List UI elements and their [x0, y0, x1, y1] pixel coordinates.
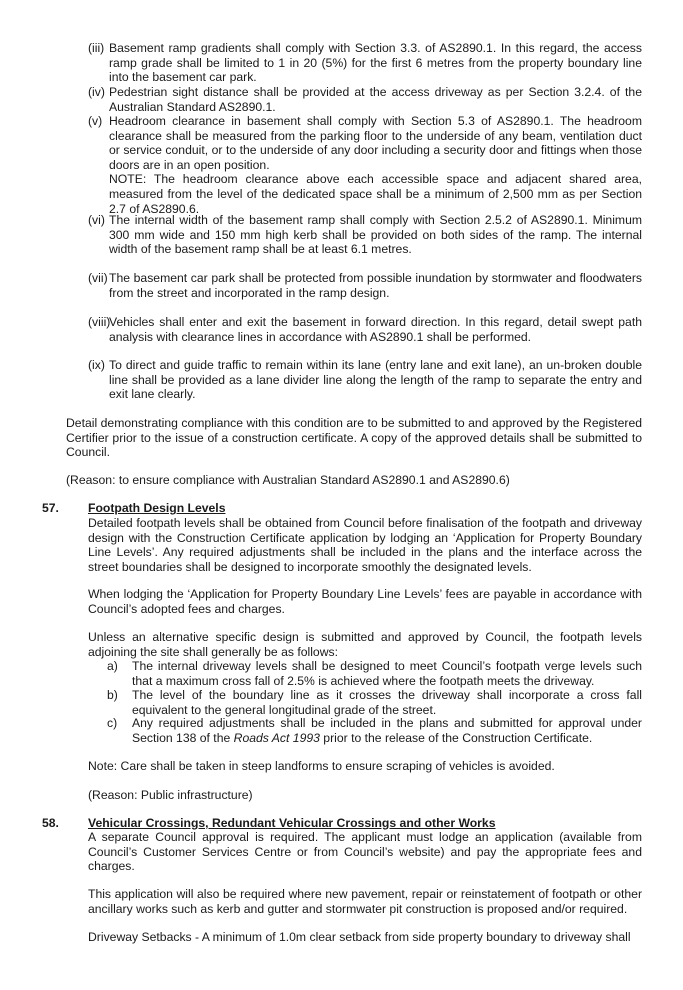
list-item [107, 688, 642, 717]
list-item-label: (ix) [88, 358, 105, 372]
section-paragraph: Detailed footpath levels shall be obtained from Council before finalisation of the footpath and driveway design with the Construction Certificate application by lodging an ‘Application for Property Boundary Line Levels’. Any required adjustments shall be included in the plans and the interface across the street boundaries shall be designed to incorporate smoothly the designated levels. [88, 516, 642, 574]
list-item-label: (iii) [88, 41, 105, 55]
list-item-label: (vii) [88, 271, 108, 285]
list-item-note: NOTE: The headroom clearance above each accessible space and adjacent shared area, measured from the level of the dedicated space shall be a minimum of 2,500 mm as per Section 2.7 of AS2890.6. [109, 172, 642, 216]
section-paragraph: Unless an alternative specific design is submitted and approved by Council, the footpath levels adjoining the site shall generally be as follows: [88, 630, 642, 659]
list-item-label: (iv) [88, 85, 105, 99]
list-item-text: The internal width of the basement ramp shall comply with Section 2.5.2 of AS2890.1. Minimum 300 mm wide and 150 mm high kerb shall be provided on both sides of the ramp. The internal width of the basement ramp shall be at least 6.1 metres. [109, 213, 642, 257]
list-item [88, 41, 642, 85]
section-reason: (Reason: Public infrastructure) [88, 788, 253, 802]
list-item-text: The basement car park shall be protected from possible inundation by stormwater and floodwaters from the street and incorporated in the ramp design. [109, 271, 642, 300]
list-item [88, 315, 642, 344]
list-item-text-part: prior to the release of the Construction Certificate. [319, 730, 593, 745]
list-item-text: To direct and guide traffic to remain within its lane (entry lane and exit lane), an un-broken double line shall be provided as a lane divider line along the length of the ramp to separate the entry and exit lane clearly. [109, 358, 642, 402]
section-paragraph: When lodging the ‘Application for Property Boundary Line Levels’ fees are payable in accordance with Council’s adopted fees and charges. [88, 587, 642, 616]
list-item-text-part: Any required adjustments shall be included in the plans and submitted for approval under Section 138 of the [132, 716, 642, 745]
section-title: Footpath Design Levels [88, 501, 226, 515]
list-item [88, 271, 642, 300]
list-item-label: a) [107, 659, 118, 673]
section-note: Note: Care shall be taken in steep landforms to ensure scraping of vehicles is avoided. [88, 759, 555, 773]
list-item-text: The level of the boundary line as it crosses the driveway shall incorporate a cross fall equivalent to the general longitudinal grade of the street. [132, 688, 642, 717]
compliance-paragraph: Detail demonstrating compliance with this condition are to be submitted to and approved by the Registered Certifier prior to the issue of a construction certificate. A copy of the approved details shall be submitted to Council. [66, 416, 642, 460]
list-item [107, 716, 642, 745]
list-item-label: (v) [88, 114, 103, 128]
list-item [88, 114, 642, 216]
list-item-text: Basement ramp gradients shall comply with Section 3.3. of AS2890.1. In this regard, the access ramp grade shall be limited to 1 in 20 (5%) for the first 6 metres from the property boundary line into the basement car park. [109, 41, 642, 85]
section-paragraph: This application will also be required where new pavement, repair or reinstatement of footpath or other ancillary works such as kerb and gutter and stormwater pit construction is proposed and/or required. [88, 887, 642, 916]
section-title: Vehicular Crossings, Redundant Vehicular Crossings and other Works [88, 816, 496, 830]
section-number: 57. [42, 501, 59, 515]
list-item [88, 213, 642, 257]
act-name: Roads Act 1993 [233, 730, 320, 745]
list-item-text: Vehicles shall enter and exit the basement in forward direction. In this regard, detail swept path analysis with clearance lines in accordance with AS2890.1 shall be performed. [109, 315, 642, 344]
list-item-text: Headroom clearance in basement shall comply with Section 5.3 of AS2890.1. The headroom clearance shall be measured from the parking floor to the underside of any beam, ventilation duct or service conduit, or to the underside of any door including a security door and fittings when those doors are in an open position. [109, 114, 642, 172]
section-paragraph: Driveway Setbacks - A minimum of 1.0m clear setback from side property boundary to driveway shall [88, 930, 631, 944]
list-item-label: c) [107, 716, 118, 730]
list-item-text: Pedestrian sight distance shall be provided at the access driveway as per Section 3.2.4. of the Australian Standard AS2890.1. [109, 85, 642, 114]
compliance-reason: (Reason: to ensure compliance with Australian Standard AS2890.1 and AS2890.6) [66, 473, 510, 487]
section-number: 58. [42, 816, 59, 830]
list-item [107, 659, 642, 688]
list-item-text: The internal driveway levels shall be designed to meet Council’s footpath verge levels such that a maximum cross fall of 2.5% is achieved where the footpath meets the driveway. [132, 659, 642, 688]
section-paragraph: A separate Council approval is required. The applicant must lodge an application (available from Council’s Customer Services Centre or from Council’s website) and pay the appropriate fees and charges. [88, 830, 642, 874]
list-item-text [132, 716, 642, 745]
list-item-label: (vi) [88, 213, 105, 227]
list-item [88, 358, 642, 402]
list-item-label: (viii) [88, 315, 111, 329]
list-item-label: b) [107, 688, 118, 702]
list-item [88, 85, 642, 114]
